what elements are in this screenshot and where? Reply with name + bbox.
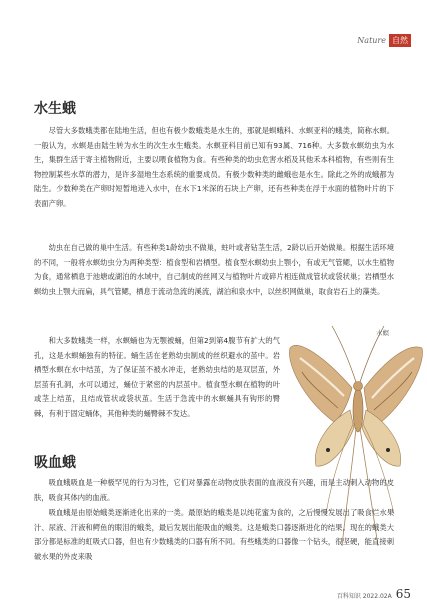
page-footer xyxy=(337,587,411,601)
paragraph: 尽管大多数蛾类都在陆地生活，但也有极少数蛾类是水生的，那就是螟蛾科、水螟亚科的蛾类，简称水螟。一般认为，水螟是由陆生转为水生的次生水生蛾类。水螟亚科目前已知有93属、716种。大多数水螟幼虫为水生，集群生活于寄主植物附近，主要以喂食植物为食。有些种类的幼虫危害水稻及其他禾本科植物，有些则有生物控制某些水草的潜力，是许多湿地生态系统的重要成员。有极少数种类的雌蛾也是水生。除此之外的成蛾都为陆生。少数种类在产卵时短暂地进入水中，在水下1米深的石块上产卵，还有些种类在浮于水面的植物叶片的下表面产卵。 xyxy=(34,126,394,208)
section-title-blood-sucking-moth: 吸血蛾 xyxy=(34,455,76,471)
section-tag-zh: 自然 xyxy=(389,34,411,47)
paragraph: 幼虫在自己做的巢中生活。有些种类1龄幼虫不做巢，蛀叶或者钻茎生活，2龄以后开始做巢。根据生活环境的不同，一般将水螟幼虫分为两种类型：植食型和岩栖型。植食型水螟幼虫上颚小，有或无气管鳃，以水生植物为食，通常栖息于池塘或湖泊的水域中，自己制成的丝网又与植物叶片或碎片相连做成管状或袋状巢；岩栖型水螟幼虫上颚大而扁，具气管鳃，栖息于流动急流的溪流，湖泊和泉水中，以丝织网做巢，取食岩石上的藻类。 xyxy=(34,243,394,296)
figure-caption: 水螟 xyxy=(376,329,389,337)
section-tag-en: Nature xyxy=(357,36,386,45)
paragraph: 和大多数蛾类一样，水螟蛹也为无颚被蛹，但第2到第4腹节有扩大的气孔，这是水螟蛹独有的特征。蛹生活在老熟幼虫制成的丝织避水的茧中。岩栖型水螟在水中结茧，为了保证茧不被水冲走，老熟幼虫结的是双层茧，外层茧有孔洞，水可以通过，蛹位于紧密的内层茧中。植食型水螟在植物的叶或茎上结茧，且结成管状或袋状茧。生活于急流中的水螟蛹具有钩形的臀棘，有利于固定蛹体，其他种类的蛹臀棘不发达。 xyxy=(34,336,280,418)
paragraph: 吸血蛾是由原始蛾类逐渐进化出来的一类。最原始的蛾类是以纯花蜜为食的，之后慢慢发展出了吸食烂水果汁、尿液、汗液和鳄鱼的眼泪的蛾类，最后发展出能吸血的蛾类。这是蛾类口器逐渐进化的结果。现在的蛾类大部分都是标准的虹吸式口器，但也有少数蛾类的口器有所不同。有些蛾类的口器像一个钻头，很坚硬，能直接刺破水果的外皮来吸 xyxy=(34,508,394,561)
paragraph: 吸血蛾吸血是一种极罕见的行为习性，它们对暴露在动物皮肤表面的血液没有兴趣，而是主动刺入动物的皮肤，吸食其体内的血液。 xyxy=(34,478,394,502)
journal-name: 百科知识 2022.02A xyxy=(336,593,392,600)
section-title-aquatic-moth: 水生蛾 xyxy=(34,101,76,117)
page-number: 65 xyxy=(395,587,411,601)
section-tag xyxy=(357,34,411,47)
